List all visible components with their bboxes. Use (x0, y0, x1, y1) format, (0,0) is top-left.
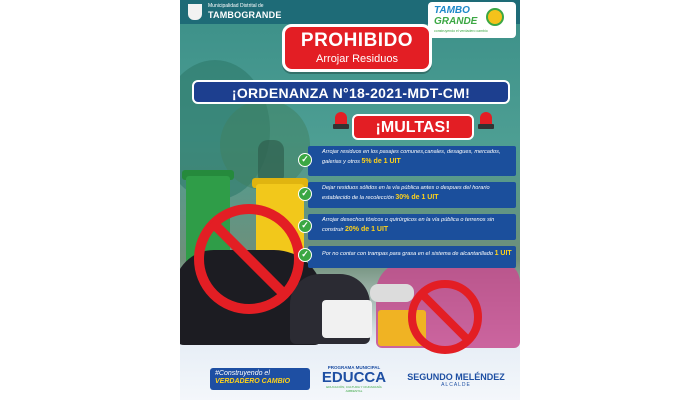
banner-subtitle: Arrojar Residuos (316, 53, 398, 65)
check-icon: ✓ (298, 248, 312, 262)
fine-item (308, 214, 516, 240)
fine-text: Por no contar con trampas para grasa en el sistema de alcantarillado (322, 251, 495, 257)
program-subtitle: EDUCACIÓN, CULTURA Y CIUDADANÍA AMBIENTAL (326, 385, 382, 393)
multas-banner (352, 114, 474, 140)
hashtag-line-1: #Construyendo el (215, 370, 270, 377)
program-label: PROGRAMA MUNICIPAL (327, 365, 381, 370)
logo-line-1: TAMBO (434, 5, 470, 16)
sun-icon (486, 8, 504, 26)
tambogrande-logo (428, 2, 516, 38)
municipality-name: TAMBOGRANDE (208, 10, 282, 20)
banner-title: PROHIBIDO (300, 30, 414, 51)
fine-text: Arrojar desechos tóxicos o quirúrgicos en la vía pública o terrenos sin construir (322, 217, 495, 233)
check-icon: ✓ (298, 219, 312, 233)
fine-amount: 5% de 1 UIT (361, 157, 401, 165)
mayor-title: ALCALDE (441, 382, 471, 388)
fine-text: Dejar residuos sólidos en la vía pública antes o despues del horario establecido de la recolección (322, 185, 490, 201)
prohibido-banner (282, 24, 432, 72)
fine-item (308, 146, 516, 176)
multas-title: ¡MULTAS! (375, 119, 451, 136)
fine-amount: 1 UIT (494, 250, 512, 257)
program-name: EDUCCA (321, 369, 387, 386)
municipality-label: Municipalidad Distrital de (208, 3, 264, 9)
fine-item (308, 182, 516, 208)
prohibited-icon (194, 204, 304, 314)
fine-amount: 20% de 1 UIT (345, 225, 389, 233)
ordinance-bar (192, 80, 510, 104)
styrofoam-box (322, 300, 372, 338)
bottle (370, 284, 414, 302)
mayor-name: SEGUNDO MELÉNDEZ (407, 372, 505, 382)
educca-logo (320, 365, 388, 397)
logo-line-2: GRANDE (434, 16, 478, 27)
fine-text: Arrojar residuos en los pasajes comunes,canales, desagues, mercados, galerias y otros (322, 149, 501, 165)
shield-icon (186, 2, 204, 22)
ordinance-text: ¡ORDENANZA N°18-2021-MDT-CM! (231, 85, 471, 101)
logo-subtitle: construyendo el verdadero cambio (434, 29, 488, 33)
mayor-signature (394, 372, 518, 388)
background-person (258, 140, 284, 180)
hashtag-line-2: VERDADERO CAMBIO (215, 378, 291, 386)
hashtag-badge (210, 368, 310, 390)
siren-icon (333, 112, 349, 130)
fine-amount: 30% de 1 UIT (395, 193, 439, 201)
poster (180, 0, 520, 400)
check-icon: ✓ (298, 153, 312, 167)
fine-item (308, 246, 516, 268)
check-icon: ✓ (298, 187, 312, 201)
prohibited-icon (408, 280, 482, 354)
siren-icon (478, 112, 494, 130)
